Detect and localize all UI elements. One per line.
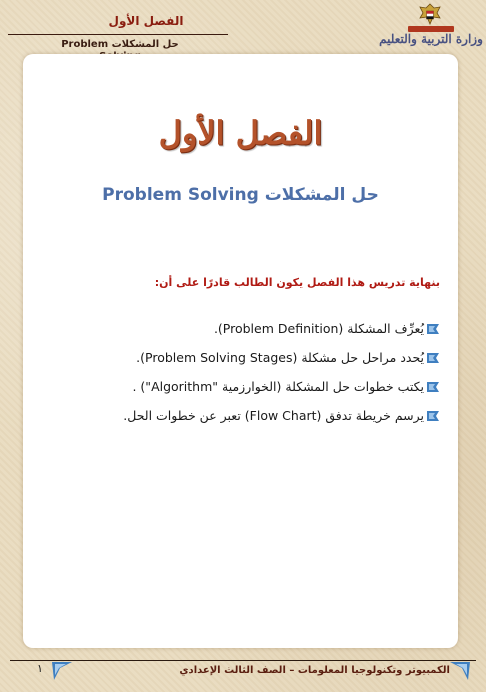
- header-chapter-title: الفصل الأول: [108, 14, 184, 28]
- header-chapter-subtitle: حل المشكلات Problem: [61, 39, 179, 50]
- page-footer: [0, 652, 486, 692]
- objective-item: [40, 314, 440, 343]
- objective-text: يرسم خريطة تدفق (Flow Chart) تعبر عن خطوات الحل.: [123, 407, 424, 423]
- footer-subject-text: الكمبيوتر وتكنولوجيا المعلومات – الصف الثالث الإعدادي: [179, 665, 450, 676]
- flag-bullet-icon: [426, 410, 440, 422]
- objective-text: يكتب خطوات حل المشكلة (الخوارزمية "Algorithm") .: [132, 378, 424, 394]
- objective-item: [40, 401, 440, 430]
- ministry-logo: [376, 2, 486, 52]
- egypt-emblem-icon: [416, 2, 444, 28]
- objective-text: يُعرِّف المشكلة (Problem Definition).: [213, 320, 424, 336]
- corner-ornament-icon: [50, 660, 74, 684]
- ministry-name: وزارة التربية والتعليم: [379, 32, 483, 46]
- objectives-list: [40, 314, 440, 430]
- page-header: [0, 0, 486, 54]
- objective-item: [40, 343, 440, 372]
- flag-bullet-icon: [426, 323, 440, 335]
- flag-bullet-icon: [426, 352, 440, 364]
- chapter-subtitle: حل المشكلات Problem Solving: [102, 185, 379, 205]
- corner-ornament-icon: [448, 660, 472, 684]
- objective-text: يُحدد مراحل حل مشكلة (Problem Solving Stages).: [136, 349, 424, 365]
- header-divider: [8, 34, 228, 35]
- chapter-main-title: الفصل الأول: [158, 114, 323, 152]
- page-number: ١: [37, 662, 43, 675]
- objective-item: [40, 372, 440, 401]
- flag-bullet-icon: [426, 381, 440, 393]
- footer-divider: [10, 660, 476, 661]
- objectives-intro: بنهاية تدريس هذا الفصل يكون الطالب قادرًا على أن:: [154, 276, 440, 289]
